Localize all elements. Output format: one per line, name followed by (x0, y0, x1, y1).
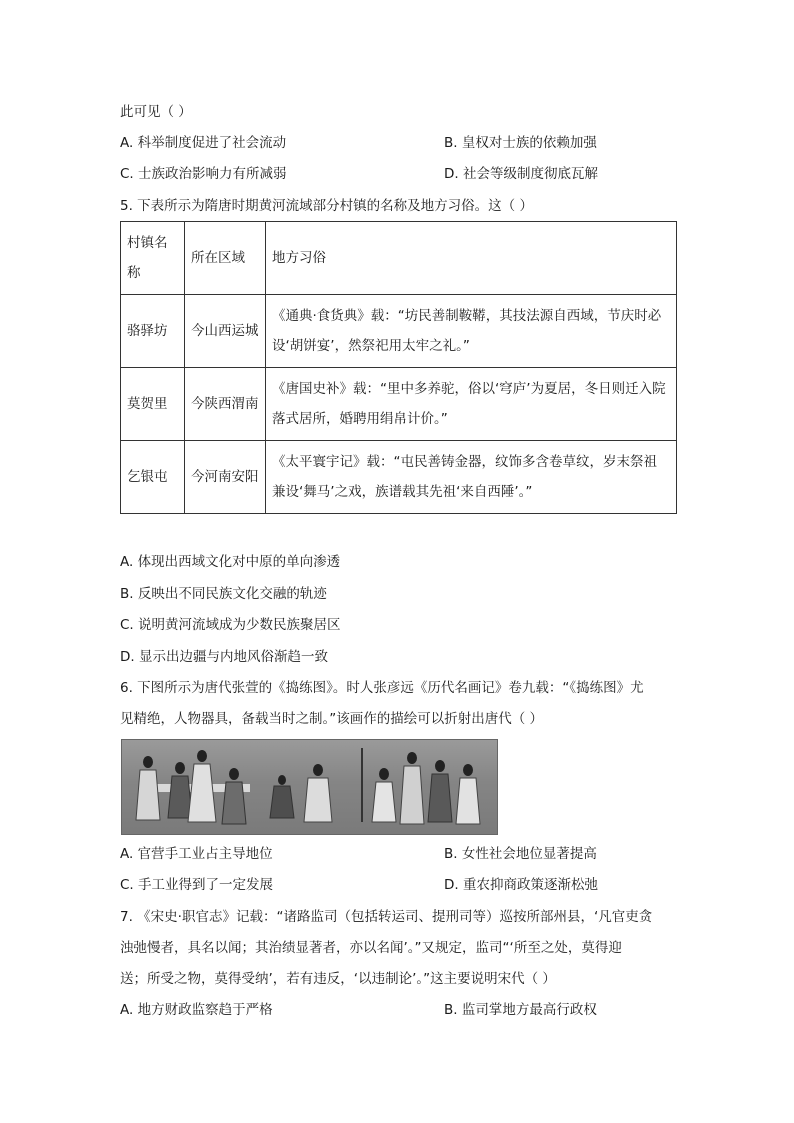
q4-option-c: C. 士族政治影响力有所减弱 (120, 166, 287, 182)
q4-stem-end: 此可见（ ） (120, 104, 192, 120)
q7-option-a: A. 地方财政监察趋于严格 (120, 1002, 273, 1018)
table-cell-custom: 《唐国史补》载：“里中多养驼，俗以‘穹庐’为夏居，冬日则迁入院落式居所，婚聘用绢帛计价。” (266, 368, 677, 441)
table-row (121, 368, 677, 441)
q7-stem-line3: 送；所受之物，莫得受纳’，若有违反，‘以违制论’。”这主要说明宋代（ ） (120, 971, 556, 987)
q5-option-c: C. 说明黄河流域成为少数民族聚居区 (120, 617, 341, 633)
table-cell-region: 今山西运城 (185, 295, 266, 368)
q4-option-a: A. 科举制度促进了社会流动 (120, 135, 287, 151)
q7-option-b: B. 监司掌地方最高行政权 (444, 1002, 597, 1018)
table-cell-custom: 《太平寰宇记》载：“屯民善铸金器，纹饰多含卷草纹，岁末祭祖兼设‘舞马’之戏，族谱载其先祖‘来自西陲’。” (266, 441, 677, 514)
q4-option-b: B. 皇权对士族的依赖加强 (444, 135, 597, 151)
table-row (121, 295, 677, 368)
q6-stem-line2: 见精绝，人物器具，备载当时之制。”该画作的描绘可以折射出唐代（ ） (120, 711, 544, 727)
q4-option-d: D. 社会等级制度彻底瓦解 (444, 166, 598, 182)
table-cell-region: 今河南安阳 (185, 441, 266, 514)
table-cell-village: 乞银屯 (121, 441, 185, 514)
q5-option-b: B. 反映出不同民族文化交融的轨迹 (120, 586, 327, 602)
table-cell-custom: 《通典·食货典》载：“坊民善制鞍鞯，其技法源自西域，节庆时必设‘胡饼宴’，然祭祀用太牢之礼。” (266, 295, 677, 368)
q6-option-b: B. 女性社会地位显著提高 (444, 846, 597, 862)
q5-option-d: D. 显示出边疆与内地风俗渐趋一致 (120, 649, 328, 665)
table-header-row (121, 222, 677, 295)
painting-figures-icon (122, 740, 497, 834)
table-header-cell: 地方习俗 (266, 222, 677, 295)
q5-table (120, 221, 677, 514)
q6-stem-line1: 6. 下图所示为唐代张萱的《捣练图》。时人张彦远《历代名画记》卷九载：“《捣练图》尤 (120, 680, 644, 696)
table-row (121, 441, 677, 514)
q5-stem: 5. 下表所示为隋唐时期黄河流域部分村镇的名称及地方习俗。这（ ） (120, 198, 533, 214)
q7-stem-line1: 7. 《宋史·职官志》记载：“诸路监司（包括转运司、提刑司等）巡按所部州县，‘凡官吏贪 (120, 909, 653, 925)
painting-image (121, 739, 498, 835)
q5-option-a: A. 体现出西域文化对中原的单向渗透 (120, 554, 341, 570)
q6-option-c: C. 手工业得到了一定发展 (120, 877, 274, 893)
q7-stem-line2: 浊弛慢者，具名以闻；其治绩显著者，亦以名闻’。”又规定，监司“‘所至之处，莫得迎 (120, 940, 622, 956)
table-cell-village: 骆驿坊 (121, 295, 185, 368)
table-cell-village: 莫贺里 (121, 368, 185, 441)
q6-option-a: A. 官营手工业占主导地位 (120, 846, 273, 862)
table-header-cell: 村镇名称 (121, 222, 185, 295)
table-header-cell: 所在区域 (185, 222, 266, 295)
q6-option-d: D. 重农抑商政策逐渐松弛 (444, 877, 598, 893)
table-cell-region: 今陕西渭南 (185, 368, 266, 441)
